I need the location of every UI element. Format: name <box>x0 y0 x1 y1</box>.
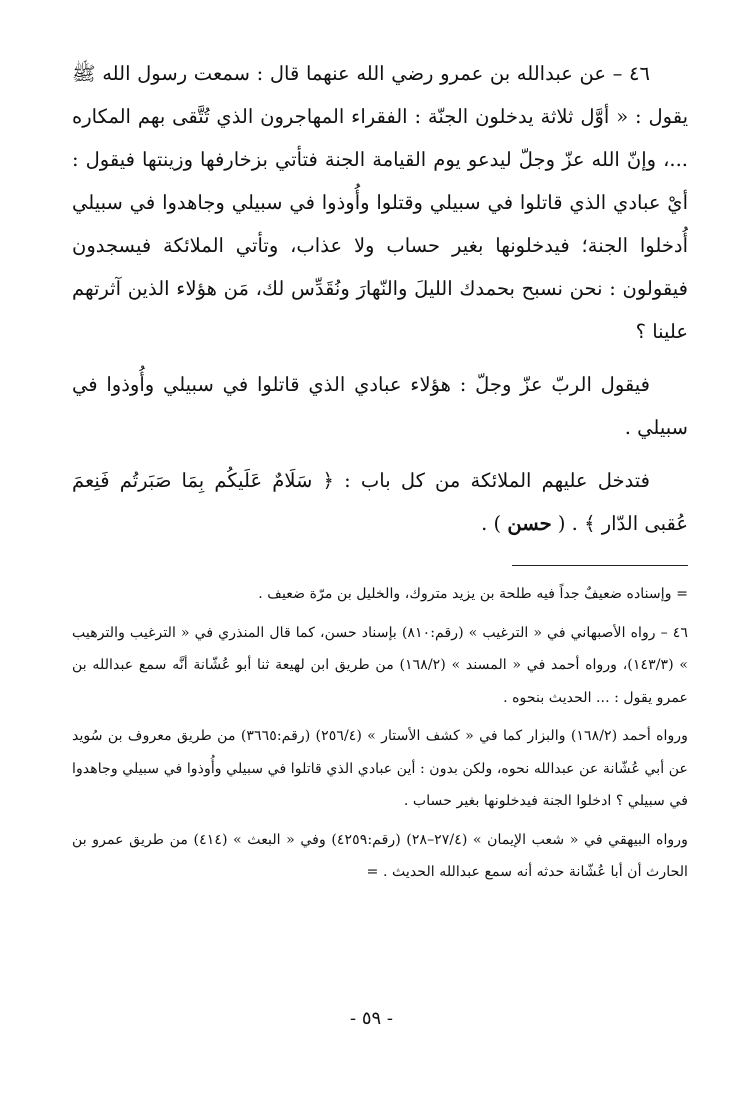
hadith-grade: حسن <box>507 512 552 535</box>
footnotes <box>72 578 688 889</box>
quran-open-bracket: ﴿ <box>322 469 334 492</box>
grade-close: ) . <box>481 512 502 535</box>
separator: . <box>565 512 585 535</box>
page-number: - ٥٩ - <box>350 1008 393 1029</box>
footnote-continuation: = وإسناده ضعيفٌ جداً فيه طلحة بن يزيد متروك، والخليل بن مرّة ضعيف . <box>258 586 688 602</box>
footnote-paragraph: ورواه أحمد (١٦٨/٢) والبزار كما في « كشف الأستار » (٢٥٦/٤) (رقم:٣٦٦٥) من طريق معروف بن سُويد عن أبي عُشّانة عن عبدالله نحوه، ولكن بدون : أين عبادي الذي قاتلوا في سبيلي وأُوذوا في سبيلي وجاهدوا في سبيلي ؟ ادخلوا الجنة فيدخلونها بغير حساب . <box>72 728 688 809</box>
grade-open: ( <box>557 512 566 535</box>
paragraph-lead: فتدخل عليهم الملائكة من كل باب : <box>344 469 651 492</box>
quran-verse: سَلَامٌ عَلَيكُم بِمَا صَبَرتُم فَنِعمَ عُقبى الدّار <box>72 469 688 535</box>
footnote-paragraph: ورواه البيهقي في « شعب الإيمان » (٢٧/٤–٢٨) (رقم:٤٢٥٩) وفي « البعث » (٤١٤) من طريق عمرو بن الحارث أن أبا عُشّانة حدثه أنه سمع عبدالله الحديث . = <box>72 831 688 880</box>
hadith-paragraph-2: فيقول الربّ عزّ وجلّ : هؤلاء عبادي الذي قاتلوا في سبيلي وأُوذوا في سبيلي . <box>72 373 688 439</box>
hadith-body <box>72 52 688 545</box>
footnote-divider <box>512 565 688 566</box>
footnote-46: ٤٦ – رواه الأصبهاني في « الترغيب » (رقم:٨١٠) بإسناد حسن، كما قال المنذري في « الترغيب والترهيب » (١٤٣/٣)، ورواه أحمد في « المسند » (١٦٨/٢) من طريق ابن لهيعة ثنا أبو عُشّانة أنَّه سمع عبدالله بن عمرو يقول : ... الحديث بنحوه . <box>72 624 688 706</box>
hadith-paragraph: ٤٦ – عن عبدالله بن عمرو رضي الله عنهما قال : سمعت رسول الله ﷺ يقول : « أوَّل ثلاثة يدخلون الجنّة : الفقراء المهاجرون الذي تُتَّقى بهم المكاره ...، وإنّ الله عزّ وجلّ ليدعو يوم القيامة الجنة فتأتي بزخارفها وزينتها فيقول : أيْ عبادي الذي قاتلوا في سبيلي وقتلوا وأُوذوا في سبيلي وجاهدوا في سبيلي أُدخلوا الجنة؛ فيدخلونها بغير حساب ولا عذاب، وتأتي الملائكة فيسجدون فيقولون : نحن نسبح بحمدك الليلَ والنّهارَ ونُقَدِّس لك، مَن هؤلاء الذين آثرتهم علينا ؟ <box>72 62 688 343</box>
quran-close-bracket: ﴾ <box>584 512 596 535</box>
hadith-paragraph-3 <box>72 459 688 545</box>
book-page <box>72 52 688 1052</box>
